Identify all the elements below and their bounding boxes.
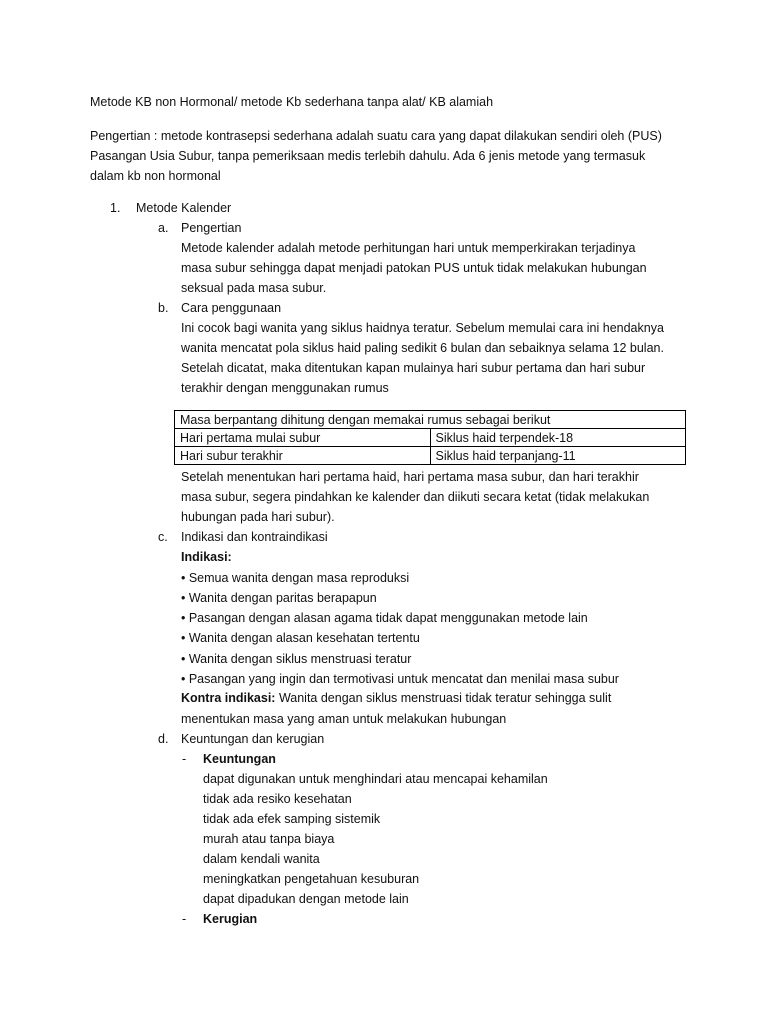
item-d-heading: Keuntungan dan kerugian xyxy=(181,732,325,746)
keuntungan-item: dapat digunakan untuk menghindari atau mencapai kehamilan xyxy=(203,772,548,786)
formula-table xyxy=(174,410,686,465)
item-c-marker: c. xyxy=(158,530,168,544)
keuntungan-label: Keuntungan xyxy=(203,752,276,766)
item-a-marker: a. xyxy=(158,221,169,235)
item-b-line-1: Ini cocok bagi wanita yang siklus haidnya teratur. Sebelum memulai cara ini hendaknya xyxy=(181,321,664,335)
section-1-heading: Metode Kalender xyxy=(136,201,232,215)
item-b-line-3: Setelah dicatat, maka ditentukan kapan mulainya hari subur pertama dan hari subur xyxy=(181,361,646,375)
item-a-line-3: seksual pada masa subur. xyxy=(181,281,327,295)
indikasi-bullet: • Pasangan dengan alasan agama tidak dapat menggunakan metode lain xyxy=(181,611,588,625)
kerugian-label: Kerugian xyxy=(203,912,258,926)
keuntungan-item: meningkatkan pengetahuan kesuburan xyxy=(203,872,420,886)
table-row xyxy=(175,447,686,465)
kontra-indikasi-line-2: menentukan masa yang aman untuk melakukan hubungan xyxy=(181,712,507,726)
table-cell: Siklus haid terpanjang-11 xyxy=(430,447,686,465)
keuntungan-item: dalam kendali wanita xyxy=(203,852,320,866)
keuntungan-item: murah atau tanpa biaya xyxy=(203,832,335,846)
keuntungan-item: tidak ada resiko kesehatan xyxy=(203,792,352,806)
item-b-after-line-2: masa subur, segera pindahkan ke kalender dan diikuti secara ketat (tidak melakukan xyxy=(181,490,650,504)
document-title: Metode KB non Hormonal/ metode Kb sederhana tanpa alat/ KB alamiah xyxy=(90,95,494,109)
table-header-row xyxy=(175,411,686,429)
kontra-indikasi-text: Wanita dengan siklus menstruasi tidak teratur sehingga sulit xyxy=(275,691,612,705)
intro-line-1: Pengertian : metode kontrasepsi sederhana adalah suatu cara yang dapat dilakukan sendiri oleh (PUS) xyxy=(90,129,662,143)
table-cell: Siklus haid terpendek-18 xyxy=(430,429,686,447)
section-1-marker: 1. xyxy=(110,201,121,215)
item-a-heading: Pengertian xyxy=(181,221,242,235)
table-cell: Hari pertama mulai subur xyxy=(175,429,431,447)
table-row xyxy=(175,429,686,447)
item-a-line-2: masa subur sehingga dapat menjadi patokan PUS untuk tidak melakukan hubungan xyxy=(181,261,647,275)
kontra-indikasi-label: Kontra indikasi: xyxy=(181,691,276,705)
item-b-after-line-1: Setelah menentukan hari pertama haid, hari pertama masa subur, dan hari terakhir xyxy=(181,470,639,484)
indikasi-bullet: • Wanita dengan alasan kesehatan tertentu xyxy=(181,631,420,645)
item-d-marker: d. xyxy=(158,732,169,746)
indikasi-bullet: • Semua wanita dengan masa reproduksi xyxy=(181,571,410,585)
indikasi-bullet: • Pasangan yang ingin dan termotivasi untuk mencatat dan menilai masa subur xyxy=(181,672,619,686)
item-b-line-4: terakhir dengan menggunakan rumus xyxy=(181,381,389,395)
item-b-line-2: wanita mencatat pola siklus haid paling sedikit 6 bulan dan sebaiknya selama 12 bulan. xyxy=(181,341,664,355)
table-cell: Hari subur terakhir xyxy=(175,447,431,465)
indikasi-label: Indikasi: xyxy=(181,550,232,564)
keuntungan-item: dapat dipadukan dengan metode lain xyxy=(203,892,409,906)
indikasi-bullet: • Wanita dengan paritas berapapun xyxy=(181,591,377,605)
table-header-cell: Masa berpantang dihitung dengan memakai rumus sebagai berikut xyxy=(175,411,686,429)
keuntungan-dash: - xyxy=(182,752,187,766)
item-a-line-1: Metode kalender adalah metode perhitungan hari untuk memperkirakan terjadinya xyxy=(181,241,636,255)
item-b-marker: b. xyxy=(158,301,169,315)
kerugian-dash: - xyxy=(182,912,187,926)
intro-line-3: dalam kb non hormonal xyxy=(90,169,221,183)
item-b-after-line-3: hubungan pada hari subur). xyxy=(181,510,335,524)
keuntungan-item: tidak ada efek samping sistemik xyxy=(203,812,381,826)
item-c-heading: Indikasi dan kontraindikasi xyxy=(181,530,328,544)
intro-line-2: Pasangan Usia Subur, tanpa pemeriksaan medis terlebih dahulu. Ada 6 jenis metode yang termasuk xyxy=(90,149,646,163)
kontra-indikasi-line xyxy=(181,690,611,706)
item-b-heading: Cara penggunaan xyxy=(181,301,282,315)
indikasi-bullet: • Wanita dengan siklus menstruasi teratur xyxy=(181,652,412,666)
